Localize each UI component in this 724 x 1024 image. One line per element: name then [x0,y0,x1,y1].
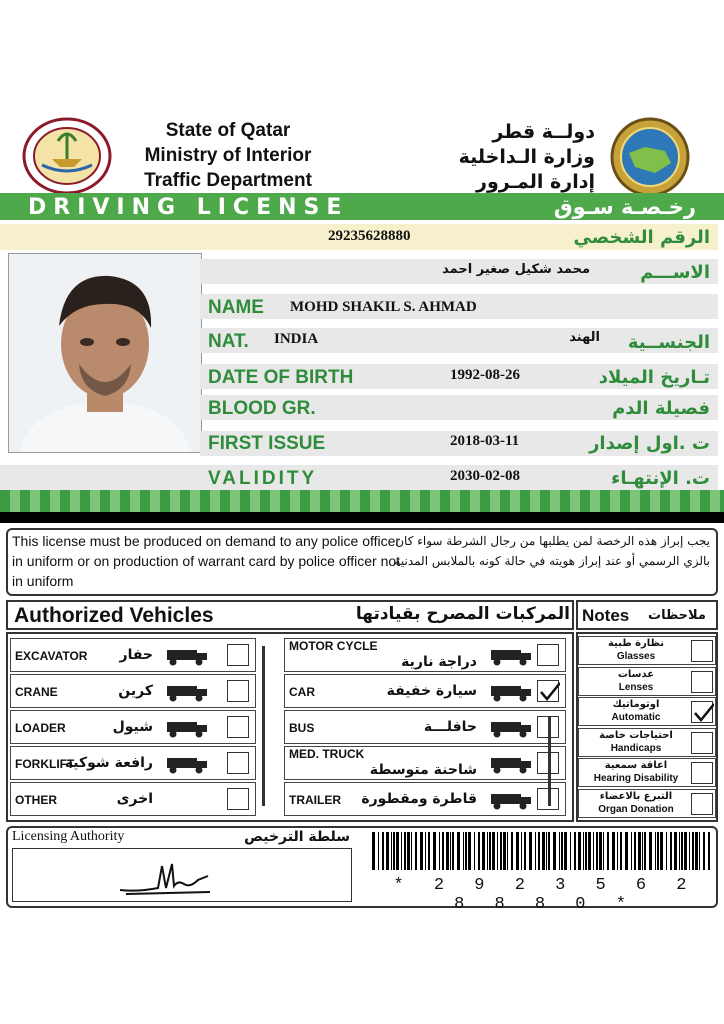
licensing-authority-label: Licensing Authority [12,829,125,844]
barcode-bar [482,832,485,870]
barcode-bar [542,832,545,870]
notes-title-ar: ملاحظات [648,608,706,623]
barcode-bar [666,832,667,870]
barcode-bar [463,832,464,870]
barcode-bar [407,832,410,870]
barcode-bar [631,832,632,870]
note-cell [578,667,716,696]
barcode-bar [612,832,615,870]
header-ministry-ar: وزارة الـداخلية [458,146,595,168]
vehicle-label-ar: رافعة شوكية [64,755,153,771]
vehicle-cell [10,674,256,708]
crane-icon [161,682,211,702]
trailer-icon [485,790,535,810]
barcode-bar [535,832,536,870]
note-cell [578,758,716,787]
barcode-bar [588,832,591,870]
license-title-ar: رخـصـة سـوق [553,195,696,219]
vehicle-cell [10,746,256,780]
note-label-ar: اعاقة سمعية [604,760,668,771]
barcode-bar [607,832,609,870]
vehicle-checkbox[interactable] [227,752,249,774]
vehicle-cell [10,638,256,672]
header-ministry: Ministry of Interior [144,145,312,166]
note-label: Hearing Disability [593,773,679,784]
barcode-bar [583,832,584,870]
decorative-pattern [0,490,724,512]
vehicle-checkbox[interactable] [227,644,249,666]
dob-value: 1992-08-26 [450,367,520,383]
notes-title: Notes [582,606,630,625]
barcode [372,832,710,870]
note-cell [578,728,716,757]
note-label-ar: عدسات [617,668,655,680]
note-label: Lenses [618,681,654,693]
barcode-bar [564,832,567,870]
vehicle-label: TRAILER [289,793,341,807]
nationality-label: NAT. [208,331,249,352]
blood-label-ar: فصيلة الدم [612,398,710,419]
note-cell [578,697,716,726]
name-value-ar: محمد شكيل صغير احمد [442,262,590,277]
dob-label: DATE OF BIRTH [208,367,354,388]
note-checkbox[interactable] [691,640,713,662]
note-label: Automatic [611,712,661,723]
first-issue-label: FIRST ISSUE [208,433,326,454]
note-label-ar: نظارة طبية [607,638,665,649]
barcode-bar [500,832,502,870]
vehicle-label: LOADER [15,721,66,735]
barcode-number: * 2 9 2 3 5 6 2 8 8 8 0 * [393,876,697,914]
barcode-bar [634,832,636,870]
barcode-bar [415,832,417,870]
vehicle-label-ar: حفار [119,647,153,663]
barcode-bar [478,832,480,870]
barcode-bar [372,832,375,870]
signature-icon [118,858,218,898]
notice-text-ar: يجب إبراز هذه الرخصة لمن يطلبها من رجال الشرطة سواء كان بالزي الرسمي أو عند إبراز هويته في حالة كونه بالملابس المدنية [394,534,710,568]
bus-icon [485,718,535,738]
vehicle-label: FORKLIFT [15,757,75,771]
header-state: State of Qatar [165,120,291,141]
note-cell [578,636,716,665]
barcode-bar [378,832,379,870]
licensing-authority-label-ar: سلطة الترخيص [244,829,350,845]
barcode-bar [468,832,471,870]
barcode-bar [574,832,576,870]
vehicle-label: OTHER [15,793,57,807]
name-label: NAME [208,297,264,318]
note-checkbox[interactable] [691,732,713,754]
validity-label-ar: ت. الإنتهـاء [611,468,710,489]
barcode-bar [695,832,698,870]
barcode-bar [428,832,430,870]
barcode-bar [679,832,680,870]
dob-label-ar: تـاريخ الميلاد [598,367,710,388]
validity-value: 2030-02-08 [450,468,520,484]
note-cell [578,789,716,818]
gcc-emblem-icon [605,117,695,197]
barcode-bar [446,832,449,870]
vehicle-label: MED. TRUCK [289,747,365,761]
barcode-bar [684,832,687,870]
note-label-ar: احتياجات خاصة [599,729,673,741]
barcode-bar [386,832,389,870]
personal-no-value: 29235628880 [328,228,411,244]
vehicle-cell [284,782,566,816]
name-value: MOHD SHAKIL S. AHMAD [290,299,477,315]
car-icon [485,682,535,702]
personal-no-label-ar: الرقم الشخصي [573,227,710,248]
barcode-bar [703,832,705,870]
vehicle-label: CAR [289,685,315,699]
barcode-bar [699,832,700,870]
vehicle-cell [284,674,566,708]
vehicle-checkbox[interactable] [537,644,559,666]
vehicle-label-ar: شيول [112,719,153,735]
barcode-bar [638,832,641,870]
vehicle-label-ar: حافلـــة [423,719,477,735]
note-checkbox[interactable] [691,762,713,784]
barcode-bar [511,832,513,870]
barcode-bar [425,832,426,870]
barcode-bar [487,832,488,870]
barcode-bar [393,832,395,870]
bracket-left [262,646,265,806]
motorcycle-icon [485,646,535,666]
barcode-bar [670,832,672,870]
barcode-bar [596,832,598,870]
barcode-bar [474,832,475,870]
vehicle-checkbox[interactable] [227,716,249,738]
vehicle-label: BUS [289,721,315,735]
header-department-ar: إدارة المـرور [476,171,595,193]
barcode-bar [617,832,618,870]
barcode-bar [553,832,556,870]
barcode-bar [492,832,495,870]
barcode-bar [548,832,550,870]
vehicle-checkbox[interactable] [227,788,249,810]
barcode-bar [516,832,519,870]
barcode-bar [391,832,392,870]
barcode-bar [401,832,402,870]
barcode-bar [411,832,412,870]
first-issue-value: 2018-03-11 [450,433,520,449]
barcode-bar [439,832,440,870]
note-label-ar: التبرع بالاعضاء [599,790,673,802]
vehicle-label-ar: اخرى [116,791,153,807]
barcode-bar [489,832,491,870]
barcode-bar [692,832,694,870]
vehicle-label-ar: كرين [118,683,153,699]
excavator-icon [161,646,211,666]
barcode-bar [642,832,643,870]
barcode-bar [420,832,423,870]
barcode-bar [442,832,444,870]
bracket-right [548,716,551,806]
vehicle-cell [284,746,566,780]
barcode-bar [657,832,659,870]
note-checkbox[interactable] [691,793,713,815]
vehicle-label: MOTOR CYCLE [289,639,378,653]
barcode-bar [660,832,663,870]
name-label-ar: الاســـم [640,262,710,283]
truck-icon [485,754,535,774]
barcode-bar [674,832,677,870]
barcode-bar [465,832,467,870]
vehicle-cell [10,782,256,816]
barcode-bar [450,832,451,870]
holder-photo [8,253,202,453]
header-department: Traffic Department [144,170,312,191]
barcode-bar [524,832,526,870]
barcode-bar [644,832,646,870]
vehicle-label-ar: قاطرة ومقطورة [361,791,477,807]
nationality-value: INDIA [274,331,319,347]
barcode-bar [404,832,406,870]
barcode-bar [649,832,652,870]
authorized-title-ar: المركبات المصرح بقيادتها [355,604,570,624]
first-issue-label-ar: ت .اول إصدار [589,433,710,454]
barcode-bar [620,832,622,870]
validity-label: VALIDITY [208,468,318,489]
barcode-bar [585,832,587,870]
vehicle-label: EXCAVATOR [15,649,88,663]
vehicle-cell [284,638,566,672]
vehicle-label-ar: سيارة خفيفة [386,683,477,699]
vehicle-checkbox[interactable] [537,680,559,702]
nationality-label-ar: الجنســية [627,332,710,353]
barcode-bar [708,832,710,870]
barcode-bar [382,832,384,870]
barcode-bar [559,832,560,870]
note-checkbox[interactable] [691,671,713,693]
barcode-bar [561,832,563,870]
barcode-bar [503,832,506,870]
barcode-bar [570,832,571,870]
blood-label: BLOOD GR. [208,398,316,419]
note-label: Organ Donation [598,803,674,815]
barcode-bar [689,832,690,870]
barcode-bar [625,832,628,870]
barcode-bar [603,832,604,870]
header-state-ar: دولــة قطر [492,121,595,143]
barcode-bar [521,832,522,870]
nationality-value-ar: الهند [569,330,600,345]
barcode-bar [497,832,498,870]
vehicle-cell [10,710,256,744]
note-label-ar: اوتوماتيك [612,699,660,710]
barcode-bar [546,832,547,870]
notice-text: This license must be produced on demand to any police officer in uniform or on production of warrant card by police officer not in uniform [12,533,401,589]
note-label: Handicaps [610,742,662,754]
barcode-bar [452,832,454,870]
barcode-bar [538,832,540,870]
license-title: DRIVING LICENSE [28,195,349,220]
header-ar [430,120,595,195]
barcode-bar [655,832,656,870]
authorized-title: Authorized Vehicles [14,604,214,627]
barcode-bar [396,832,399,870]
barcode-bar [457,832,460,870]
card-divider [0,512,724,523]
qatar-emblem-icon [22,117,112,195]
forklift-icon [161,754,211,774]
barcode-bar [681,832,683,870]
vehicle-label-ar: دراجة نارية [401,654,477,670]
barcode-bar [578,832,581,870]
barcode-bar [593,832,594,870]
vehicle-label-ar: شاحنة متوسطة [369,762,477,778]
vehicle-cell [284,710,566,744]
vehicle-label: CRANE [15,685,58,699]
barcode-bar [433,832,436,870]
vehicle-checkbox[interactable] [227,680,249,702]
note-checkbox[interactable] [691,701,713,723]
barcode-bar [599,832,602,870]
header-en [118,118,338,193]
loader-icon [161,718,211,738]
note-label: Glasses [616,651,656,662]
barcode-bar [529,832,532,870]
barcode-bar [507,832,508,870]
